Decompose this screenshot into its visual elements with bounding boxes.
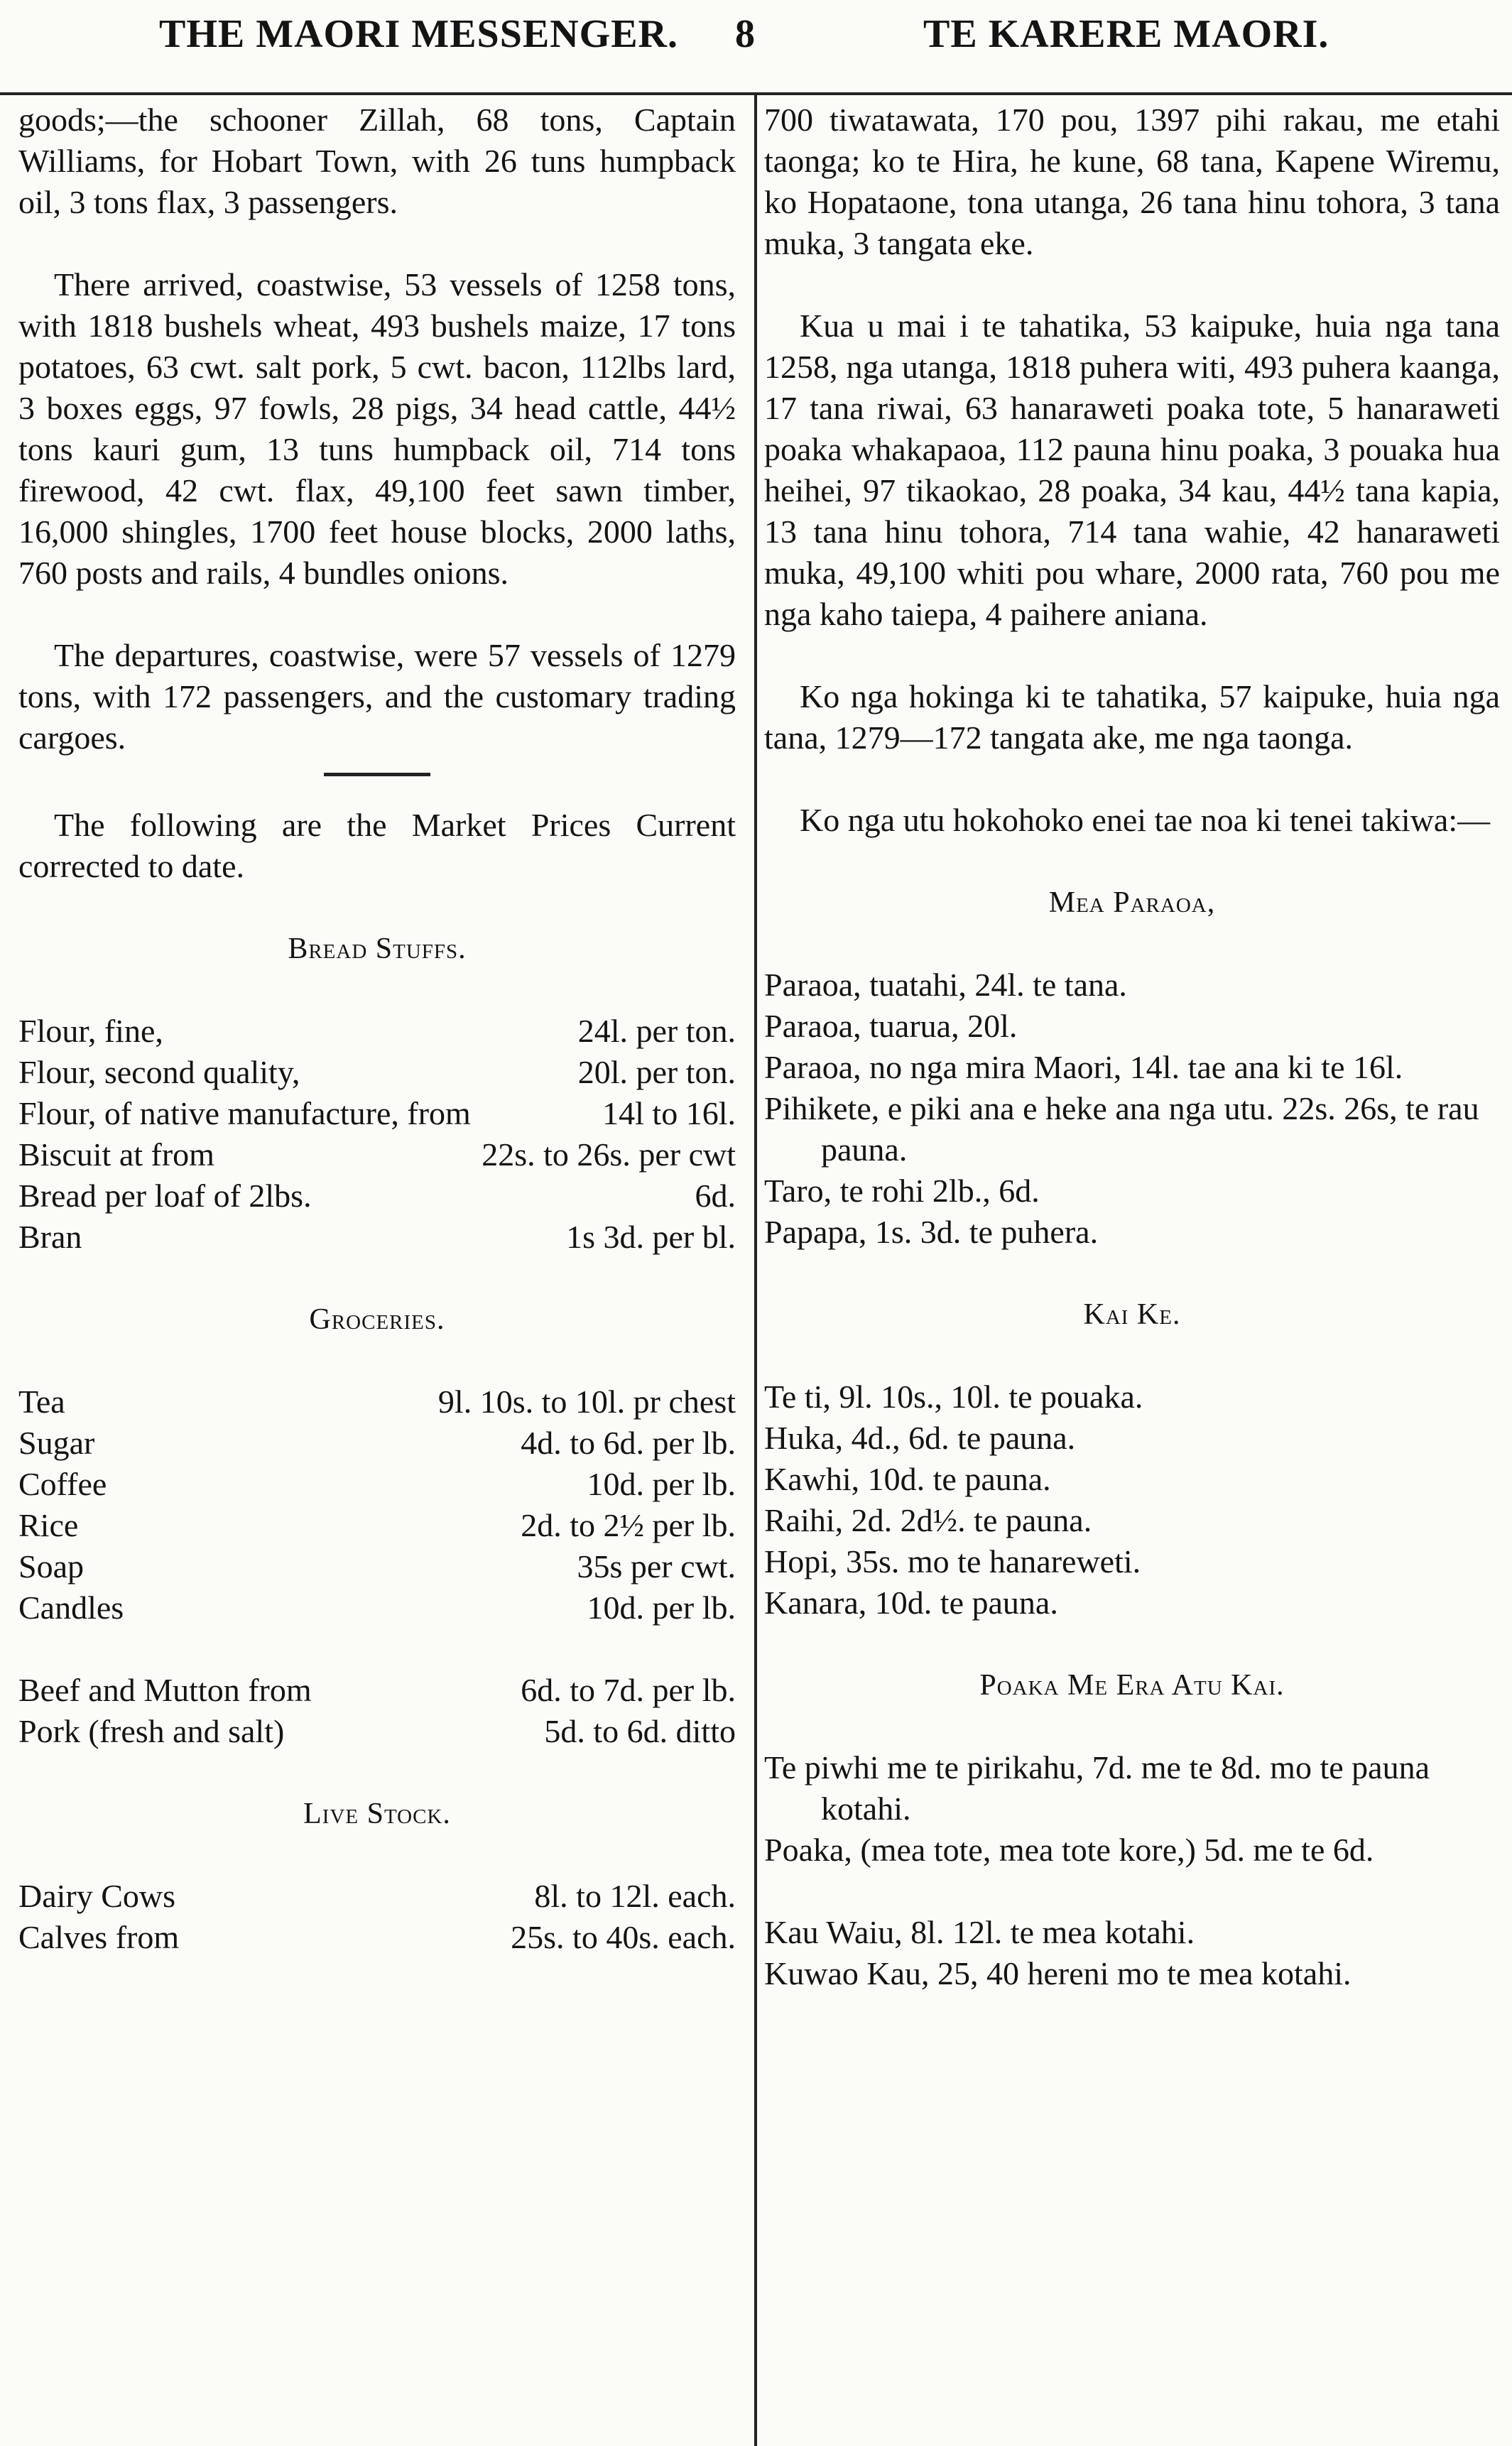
column-divider — [754, 92, 757, 2446]
groceries-list — [18, 1381, 736, 1629]
price-row: Pork (fresh and salt) 5d. to 6d. ditto — [18, 1713, 736, 1749]
groceries-heading: Groceries. — [309, 1303, 445, 1336]
shipping-continuation-maori: 700 tiwatawata, 170 pou, 1397 pihi rakau, me etahi taonga; ko te Hira, he kune, 68 tana, Kapene Wiremu, ko Hopataone, tona utanga, 26 tana hinu tohora, 3 tana muka, 3 tangata eke. — [764, 102, 1500, 261]
arrivals-paragraph: There arrived, coastwise, 53 vessels of 1258 tons, with 1818 bushels wheat, 493 bushels maize, 17 tons potatoes, 63 cwt. salt pork, 5 cwt. bacon, 112lbs lard, 3 boxes eggs, 97 fowls, 28 pigs, 34 head cattle, 44½ tons kauri gum, 13 tuns humpback oil, 714 tons firewood, 42 cwt. flax, 49,100 feet sawn timber, 16,000 shingles, 1700 feet house blocks, 2000 laths, 760 posts and rails, 4 bundles onions. — [18, 266, 736, 591]
arrivals-paragraph-maori: Kua u mai i te tahatika, 53 kaipuke, huia nga tana 1258, nga utanga, 1818 puhera witi, 493 puhera kaanga, 17 tana riwai, 63 hanaraweti poaka tote, 5 hanaraweti poaka whakapaoa, 112 pauna hinu poaka, 3 pouaka hua heihei, 97 tikaokao, 28 poaka, 34 kau, 44½ tana kapia, 13 tana hinu tohora, 714 tana wahie, 42 hanaraweti muka, 49,100 whiti pou whare, 2000 rata, 760 pou me nga kaho taiepa, 4 paihere aniana. — [764, 308, 1500, 632]
page-number: 8 — [735, 12, 756, 56]
price-row: Sugar 4d. to 6d. per lb. — [18, 1425, 736, 1461]
kai-ke-list — [764, 1376, 1500, 1624]
list-item: Te piwhi me te pirikahu, 7d. me te 8d. mo te pauna kotahi. — [764, 1749, 1430, 1827]
list-item: Pihikete, e piki ana e heke ana nga utu. 22s. 26s, te rau pauna. — [764, 1090, 1479, 1168]
price-row: Coffee 10d. per lb. — [18, 1466, 736, 1502]
mea-paraoa-list — [764, 964, 1500, 1253]
list-item: Kanara, 10d. te pauna. — [764, 1585, 1058, 1621]
list-item: Poaka, (mea tote, mea tote kore,) 5d. me te 6d. — [764, 1832, 1374, 1868]
poaka-heading: Poaka Me Era Atu Kai. — [979, 1669, 1285, 1702]
live-stock-heading: Live Stock. — [303, 1798, 451, 1830]
price-row: Rice 2d. to 2½ per lb. — [18, 1507, 736, 1543]
meat-list — [18, 1670, 736, 1752]
live-stock-list — [18, 1876, 736, 1958]
list-item: Kawhi, 10d. te pauna. — [764, 1461, 1051, 1497]
kau-list — [764, 1912, 1500, 1994]
english-masthead: THE MAORI MESSENGER. — [159, 12, 678, 56]
list-item: Paraoa, no nga mira Maori, 14l. tae ana ki te 16l. — [764, 1049, 1403, 1085]
list-item: Kau Waiu, 8l. 12l. te mea kotahi. — [764, 1914, 1195, 1950]
list-item: Hopi, 35s. mo te hanareweti. — [764, 1543, 1141, 1580]
departures-paragraph-maori: Ko nga hokinga ki te tahatika, 57 kaipuke, huia nga tana, 1279—172 tangata ake, me nga taonga. — [764, 678, 1500, 756]
market-prices-intro-maori: Ko nga utu hokohoko enei tae noa ki tenei takiwa:— — [800, 802, 1491, 838]
market-prices-intro: The following are the Market Prices Current corrected to date. — [18, 807, 736, 884]
kai-ke-heading: Kai Ke. — [1083, 1298, 1181, 1331]
section-rule — [324, 773, 430, 776]
page-header — [0, 0, 1512, 95]
list-item: Papapa, 1s. 3d. te puhera. — [764, 1214, 1099, 1250]
price-row: Flour, fine, 24l. per ton. — [18, 1013, 736, 1049]
maori-column — [764, 99, 1500, 2436]
price-row: Candles 10d. per lb. — [18, 1589, 736, 1626]
price-row: Dairy Cows 8l. to 12l. each. — [18, 1878, 736, 1914]
price-row: Soap 35s per cwt. — [18, 1548, 736, 1585]
list-item: Huka, 4d., 6d. te pauna. — [764, 1420, 1076, 1456]
price-row: Bread per loaf of 2lbs. 6d. — [18, 1178, 736, 1214]
bread-stuffs-heading: Bread Stuffs. — [288, 933, 467, 965]
departures-paragraph: The departures, coastwise, were 57 vessels of 1279 tons, with 172 passengers, and the customary trading cargoes. — [18, 637, 736, 756]
list-item: Paraoa, tuarua, 20l. — [764, 1008, 1018, 1044]
shipping-continuation: goods;—the schooner Zillah, 68 tons, Captain Williams, for Hobart Town, with 26 tuns humpback oil, 3 tons flax, 3 passengers. — [18, 102, 736, 220]
price-row: Calves from 25s. to 40s. each. — [18, 1919, 736, 1955]
poaka-list — [764, 1747, 1500, 1871]
price-row: Tea 9l. 10s. to 10l. pr chest — [18, 1384, 736, 1420]
price-row: Flour, second quality, 20l. per ton. — [18, 1054, 736, 1090]
price-row: Flour, of native manufacture, from 14l to 16l. — [18, 1095, 736, 1131]
price-row: Beef and Mutton from 6d. to 7d. per lb. — [18, 1672, 736, 1708]
price-row: Bran 1s 3d. per bl. — [18, 1219, 736, 1255]
list-item: Te ti, 9l. 10s., 10l. te pouaka. — [764, 1379, 1143, 1415]
bread-stuffs-list — [18, 1011, 736, 1258]
price-row: Biscuit at from 22s. to 26s. per cwt — [18, 1136, 736, 1173]
english-column — [18, 99, 736, 2436]
list-item: Kuwao Kau, 25, 40 hereni mo te mea kotahi. — [764, 1955, 1351, 1991]
maori-masthead: TE KARERE MAORI. — [923, 12, 1329, 56]
list-item: Raihi, 2d. 2d½. te pauna. — [764, 1502, 1092, 1538]
list-item: Taro, te rohi 2lb., 6d. — [764, 1173, 1040, 1209]
list-item: Paraoa, tuatahi, 24l. te tana. — [764, 967, 1127, 1003]
mea-paraoa-heading: Mea Paraoa, — [1048, 886, 1216, 919]
